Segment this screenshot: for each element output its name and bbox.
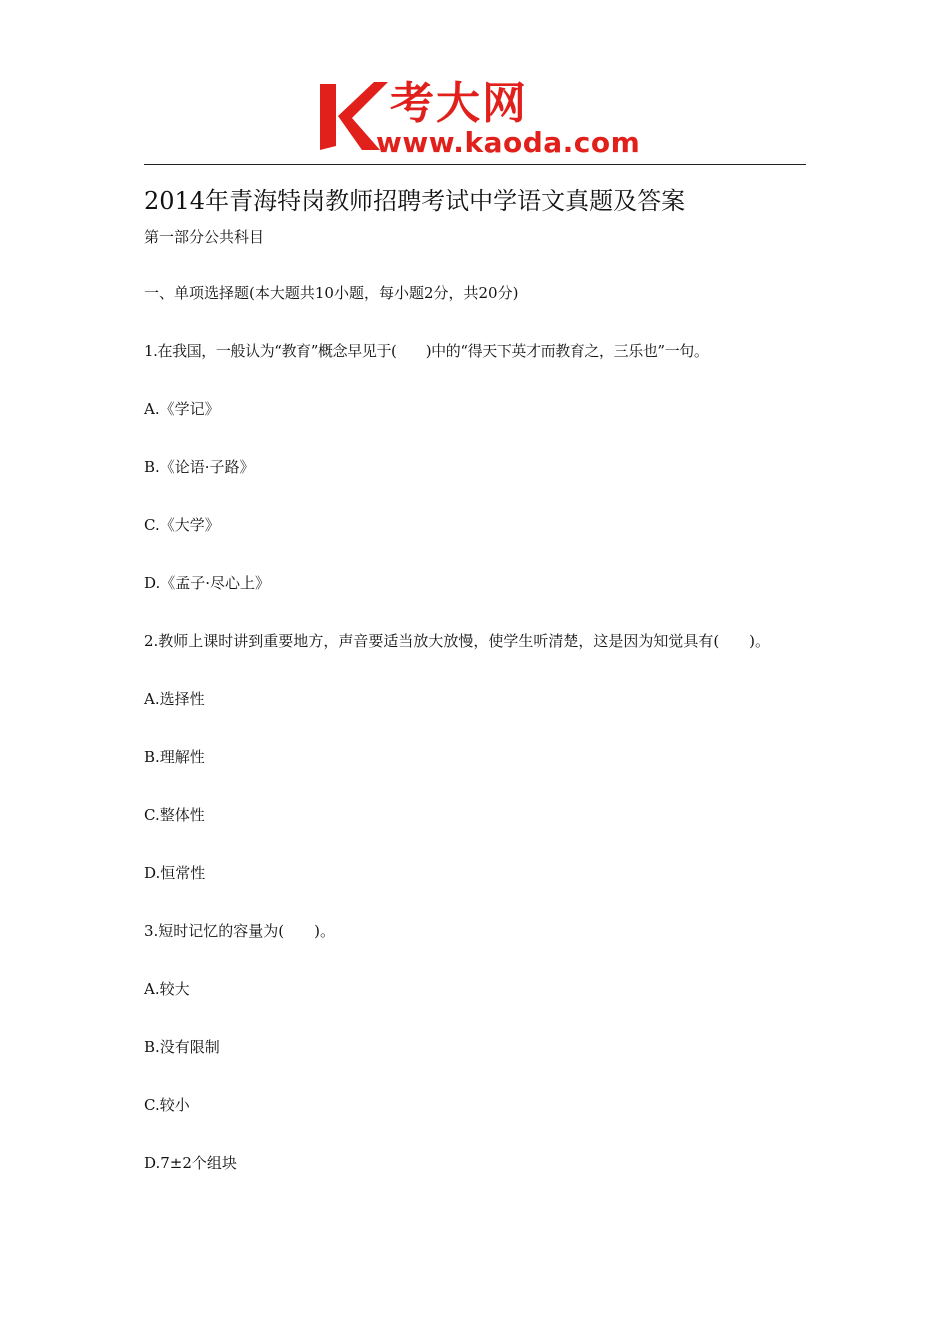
question-2-option-c: C.整体性: [144, 806, 205, 824]
logo-url-text: www.kaoda.com: [376, 126, 641, 159]
document-body: [144, 182, 824, 1205]
question-1-option-a: A.《学记》: [144, 400, 220, 418]
part-heading: 第一部分公共科目: [144, 228, 265, 246]
question-3: 3.短时记忆的容量为( )。: [144, 922, 336, 940]
question-2-option-d: D.恒常性: [144, 864, 206, 882]
question-3-option-a: A.较大: [144, 980, 190, 998]
question-3-option-c: C.较小: [144, 1096, 190, 1114]
question-2-option-a: A.选择性: [144, 690, 205, 708]
question-1-option-d: D.《孟子·尽心上》: [144, 574, 271, 592]
section-heading: 一、单项选择题(本大题共10小题，每小题2分，共20分): [144, 284, 519, 302]
question-3-option-d: D.7±2个组块: [144, 1154, 237, 1172]
header-divider: [144, 164, 806, 165]
document-title: 2014年青海特岗教师招聘考试中学语文真题及答案: [144, 187, 686, 215]
question-1-option-b: B.《论语·子路》: [144, 458, 255, 476]
kaoda-logo: [318, 78, 641, 162]
question-2: 2.教师上课时讲到重要地方，声音要适当放大放慢，使学生听清楚，这是因为知觉具有( )。: [144, 632, 771, 650]
question-3-option-b: B.没有限制: [144, 1038, 220, 1056]
question-1: 1.在我国，一般认为“教育”概念早见于( )中的“得天下英才而教育之，三乐也”一句。: [144, 342, 709, 360]
logo-chinese-text: 考大网: [390, 78, 528, 129]
question-1-option-c: C.《大学》: [144, 516, 220, 534]
question-2-option-b: B.理解性: [144, 748, 205, 766]
